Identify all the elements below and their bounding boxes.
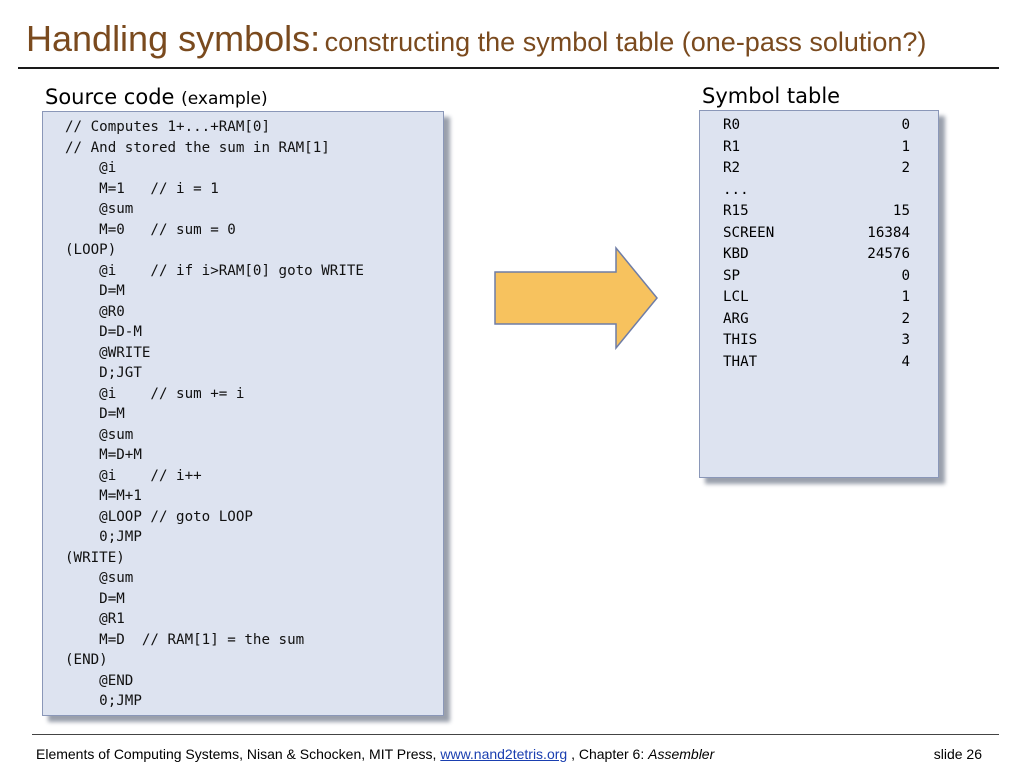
code-line: @WRITE bbox=[65, 344, 151, 361]
symbol-name: SCREEN bbox=[723, 224, 775, 241]
slide-title bbox=[26, 18, 926, 60]
code-line: (WRITE) bbox=[65, 549, 125, 566]
code-line: D=D-M bbox=[65, 324, 142, 340]
symbol-table-panel bbox=[699, 110, 939, 478]
code-line: // Computes 1+...+RAM[0] bbox=[65, 119, 270, 135]
symbol-name: THAT bbox=[723, 353, 758, 370]
code-line: @sum bbox=[65, 426, 134, 443]
code-line: @i bbox=[65, 160, 117, 176]
code-line: @i // i++ bbox=[65, 467, 202, 484]
symbol-value: 4 bbox=[901, 353, 910, 370]
symbol-name: R0 bbox=[723, 117, 741, 133]
symbol-row bbox=[723, 137, 910, 159]
symbol-name: THIS bbox=[723, 332, 758, 348]
symbol-value: 1 bbox=[901, 138, 910, 155]
symbol-row bbox=[723, 158, 910, 180]
source-code-panel bbox=[42, 111, 444, 716]
symbol-name: LCL bbox=[723, 289, 749, 305]
code-line: @i // sum += i bbox=[65, 385, 245, 402]
symbol-value: 16384 bbox=[867, 224, 910, 241]
symbol-row bbox=[723, 287, 910, 309]
symbol-value: 3 bbox=[901, 332, 910, 348]
symbol-table bbox=[723, 115, 910, 373]
source-code-block bbox=[65, 117, 443, 712]
footer-divider bbox=[32, 734, 999, 735]
symbol-name: R2 bbox=[723, 160, 741, 176]
slide-number: slide 26 bbox=[933, 746, 982, 762]
symbol-value: 0 bbox=[901, 117, 910, 133]
symbol-value: 15 bbox=[892, 203, 910, 219]
code-line: D=M bbox=[65, 406, 125, 422]
symbol-value: 0 bbox=[901, 267, 910, 284]
code-line: (END) bbox=[65, 652, 108, 668]
code-line: // And stored the sum in RAM[1] bbox=[65, 139, 330, 156]
symbol-table-caption: Symbol table bbox=[702, 84, 841, 108]
code-line: M=D // RAM[1] = the sum bbox=[65, 631, 305, 648]
code-line: M=0 // sum = 0 bbox=[65, 221, 236, 238]
code-line: M=M+1 bbox=[65, 488, 142, 504]
footer-link[interactable]: www.nand2tetris.org bbox=[440, 746, 568, 762]
symbol-value: 1 bbox=[901, 289, 910, 305]
code-line: @sum bbox=[65, 570, 134, 586]
source-caption bbox=[45, 85, 268, 109]
code-line: D=M bbox=[65, 283, 125, 299]
symbol-row bbox=[723, 352, 910, 374]
symbol-name: R1 bbox=[723, 138, 741, 155]
slide-title-main: Handling symbols: bbox=[26, 18, 321, 59]
symbol-value: 2 bbox=[901, 310, 910, 327]
symbol-row bbox=[723, 115, 910, 137]
footer-text: Elements of Computing Systems, Nisan & Schocken, MIT Press, bbox=[36, 746, 437, 762]
slide-title-sub: constructing the symbol table (one-pass solution?) bbox=[324, 27, 927, 57]
code-line: D=M bbox=[65, 590, 125, 607]
symbol-row bbox=[723, 309, 910, 331]
code-line: 0;JMP bbox=[65, 529, 142, 545]
footer-chapter-text: , Chapter 6: bbox=[571, 746, 645, 762]
symbol-row bbox=[723, 201, 910, 223]
symbol-row bbox=[723, 244, 910, 266]
code-line: 0;JMP bbox=[65, 693, 142, 709]
arrow-right-icon bbox=[494, 246, 660, 352]
code-line: @LOOP // goto LOOP bbox=[65, 508, 253, 525]
code-line: (LOOP) bbox=[65, 242, 117, 258]
code-line: D;JGT bbox=[65, 365, 142, 381]
symbol-name: ... bbox=[723, 181, 749, 198]
code-line: @sum bbox=[65, 201, 134, 217]
symbol-value: 24576 bbox=[867, 246, 910, 262]
symbol-name: SP bbox=[723, 267, 741, 284]
footer bbox=[36, 746, 714, 762]
symbol-row bbox=[723, 266, 910, 288]
code-line: M=D+M bbox=[65, 447, 142, 463]
symbol-value: 2 bbox=[901, 160, 910, 176]
symbol-name: R15 bbox=[723, 203, 749, 219]
code-line: @i // if i>RAM[0] goto WRITE bbox=[65, 262, 364, 279]
source-caption-note: (example) bbox=[181, 89, 268, 109]
code-line: @END bbox=[65, 672, 134, 689]
source-caption-label: Source code bbox=[45, 85, 175, 109]
symbol-row bbox=[723, 180, 910, 202]
title-divider bbox=[18, 67, 999, 69]
code-line: M=1 // i = 1 bbox=[65, 180, 219, 197]
symbol-name: KBD bbox=[723, 246, 749, 262]
symbol-row bbox=[723, 330, 910, 352]
code-line: @R0 bbox=[65, 303, 125, 320]
symbol-row bbox=[723, 223, 910, 245]
code-line: @R1 bbox=[65, 611, 125, 627]
symbol-name: ARG bbox=[723, 310, 749, 327]
footer-chapter-name: Assembler bbox=[648, 746, 715, 762]
